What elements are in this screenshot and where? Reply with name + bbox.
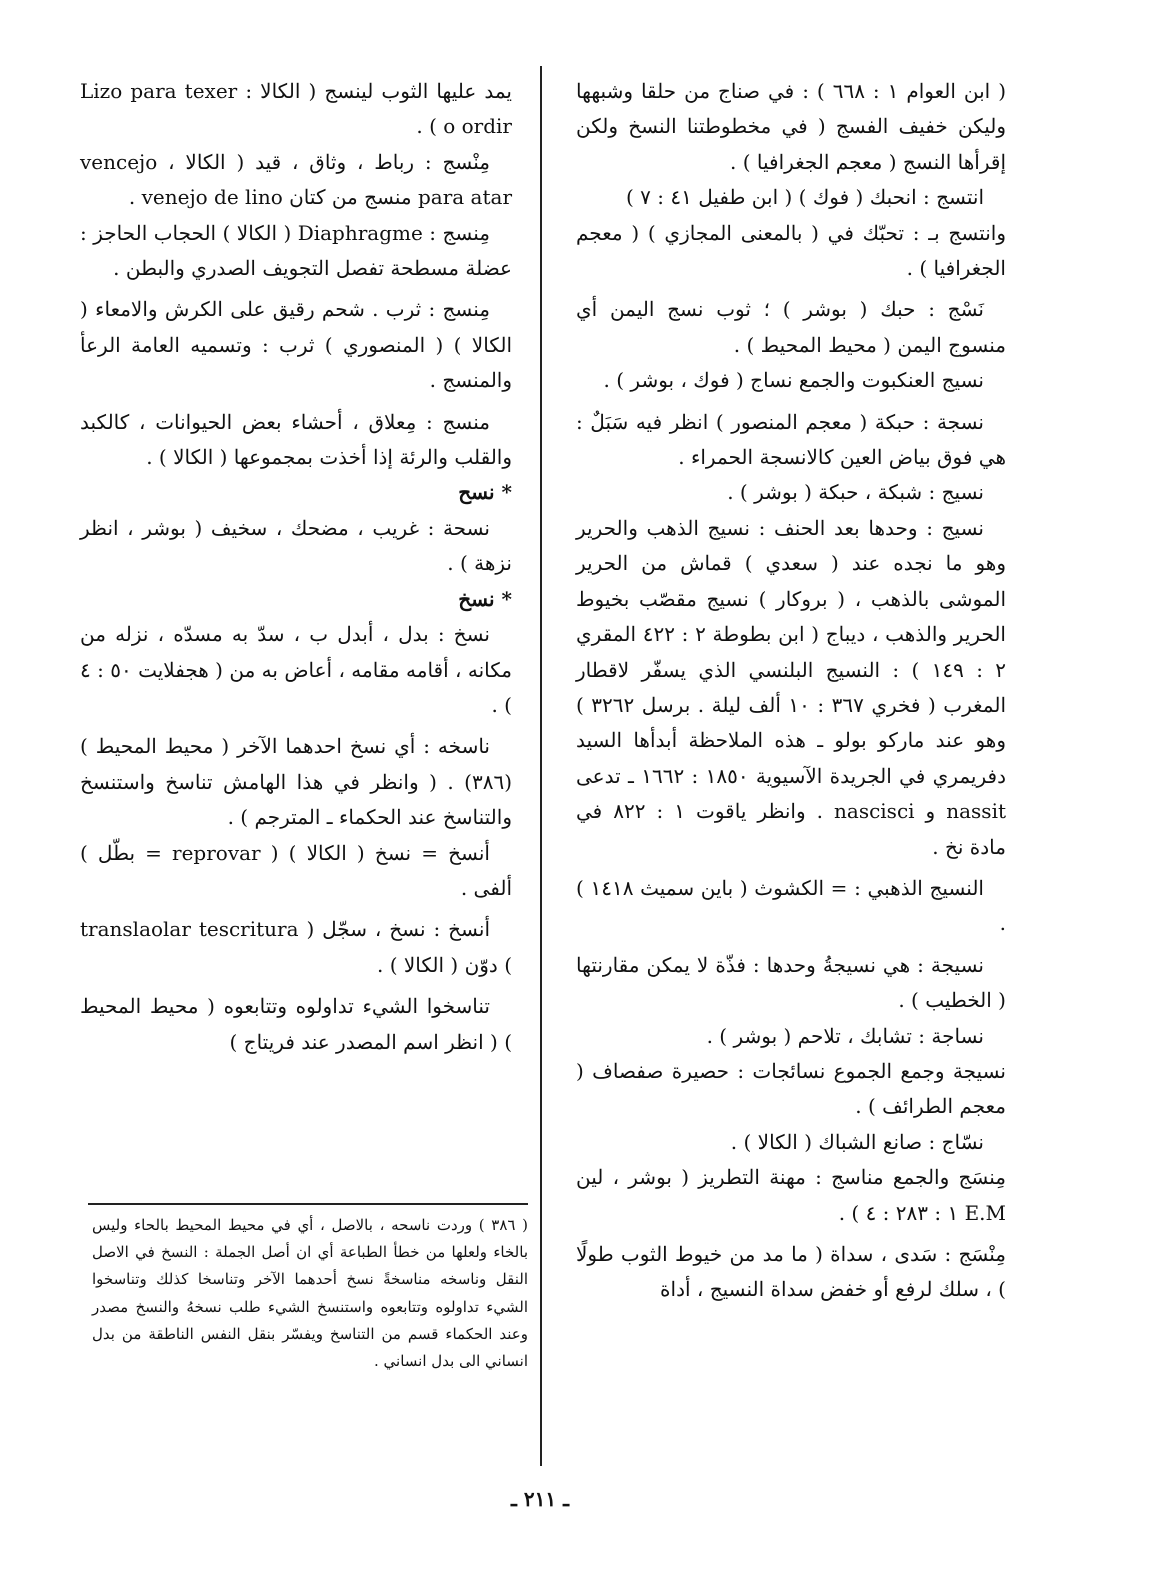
column-divider <box>540 66 542 1466</box>
entry-paragraph: وانتسج بـ : تحبّك في ( بالمعنى المجازي ) ( معجم الجغرافيا ) . <box>576 220 1006 281</box>
entry-paragraph: مِنسج : ثرب . شحم رقيق على الكرش والامعاء ( الكالا ) ( المنصوري ) ثرب : وتسميه العامة الرعأ والمنسج . <box>80 297 512 393</box>
entry-paragraph: انتسج : انحبك ( فوك ) ( ابن طفيل ٤١ : ٧ ) <box>626 185 984 210</box>
entry-paragraph: نسخ : بدل ، أبدل ب ، سدّ به مسدّه ، نزله من مكانه ، أقامه مقامه ، أعاض به من ( هجفلايت ٥٠ : ٤ ) . <box>80 622 512 717</box>
entry-paragraph: أنسخ = نسخ ( الكالا ) ( reprovar = بطّل ) ألفى . <box>80 840 512 900</box>
entry-paragraph: النسيج الذهبي : = الكشوث ( باين سميث ١٤١٨ ) . <box>576 875 1006 936</box>
entry-paragraph: مِنْسج : رباط ، وثاق ، قيد ( الكالا ، vencejo para atar منسج من كتان venejo de lino . <box>80 149 512 210</box>
entry-paragraph: نسيج العنكبوت والجمع نساج ( فوك ، بوشر ) . <box>603 368 984 393</box>
entry-paragraph: أنسخ : نسخ ، سجّل ( translaolar tescritura ) دوّن ( الكالا ) . <box>80 917 512 977</box>
footnote-text: ( ٣٨٦ ) وردت ناسحه ، بالاصل ، أي في محيط المحيط بالحاء وليس بالخاء ولعلها من خطأ الطباعة أي ان أصل الجملة : النسخ في الاصل النقل وناسخه مناسخةً نسخ أحدهما الآخر وتناسخا كذلك وتناسخوا الشيء تداولوه وتتابعوه واستنسخ الشيء طلب نسخهُ والنسخ مصدر وعند الحكماء قسم من التناسخ ويفسّر بنقل النفس الناطقة من بدل انساني الى بدل انساني . <box>92 1216 528 1371</box>
entry-paragraph: نسيج : شبكة ، حبكة ( بوشر ) . <box>727 480 984 505</box>
entry-paragraph: مِنسَج والجمع مناسج : مهنة التطريز ( بوشر ، لين E.M ١ : ٢٨٣ : ٤ ) . <box>576 1165 1006 1225</box>
entry-paragraph: مِنْسَج : سَدى ، سداة ( ما مد من خيوط الثوب طولًا ) ، سلك لرفع أو خفض سداة النسيج ، أداة <box>576 1242 1006 1302</box>
footnote <box>92 1212 528 1375</box>
entry-paragraph: نسيجة وجمع الجموع نسائجات : حصيرة صفصاف ( معجم الطرائف ) . <box>576 1058 1006 1119</box>
entry-paragraph: ( ابن العوام ١ : ٦٦٨ ) : في صناج من حلقا وشبهها وليكن خفيف الفسج ( في مخطوطتنا النسخ ولكن إقرأها النسج ( معجم الجغرافيا ) . <box>576 79 1007 174</box>
entry-paragraph: نَسْج : حبك ( بوشر ) ؛ ثوب نسج اليمن أي منسوج اليمن ( محيط المحيط ) . <box>576 297 1006 357</box>
footnote-separator <box>88 1203 528 1205</box>
page-number: ـ ٢١١ ـ <box>511 1487 569 1511</box>
entry-paragraph: يمد عليها الثوب لينسج ( الكالا : Lizo para texer o ordir ) . <box>80 79 513 139</box>
entry-paragraph: نسجة : حبكة ( معجم المنصور ) انظر فيه سَبَلٌ : هي فوق بياض العين كالانسجة الحمراء . <box>576 409 1006 470</box>
right-text-column <box>576 74 1006 1308</box>
entry-paragraph: نساجة : تشابك ، تلاحم ( بوشر ) . <box>706 1023 984 1048</box>
entry-paragraph: نسحة : غريب ، مضحك ، سخيف ( بوشر ، انظر نزهة ) . <box>80 515 512 576</box>
entry-paragraph: مِنسج : Diaphragme ( الكالا ) الحجاب الحاجز : عضلة مسطحة تفصل التجويف الصدري والبطن . <box>80 220 512 281</box>
entry-paragraph: * نسح <box>458 480 512 505</box>
entry-paragraph: منسج : مِعلاق ، أحشاء بعض الحيوانات ، كالكبد والقلب والرئة إذا أخذت بمجموعها ( الكالا ) . <box>80 409 512 470</box>
entry-paragraph: * نسخ <box>458 586 512 611</box>
entry-paragraph: ناسخه : أي نسخ احدهما الآخر ( محيط المحيط )(٣٨٦) . ( وانظر في هذا الهامش تناسخ واستنسخ والتناسخ عند الحكماء ـ المترجم ) . <box>80 734 512 830</box>
entry-paragraph: تناسخوا الشيء تداولوه وتتابعوه ( محيط المحيط ) ( انظر اسم المصدر عند فريتاج ) <box>80 994 512 1054</box>
left-text-column <box>80 74 512 1060</box>
entry-paragraph: نسيجة : هي نسيجةُ وحدها : فذّة لا يمكن مقارنتها ( الخطيب ) . <box>576 952 1006 1013</box>
entry-paragraph: نسيج : وحدها بعد الحنف : نسيج الذهب والحرير وهو ما نجده عند ( سعدي ) قماش من الحرير الموشى بالذهب ، ( بروكار ) نسيج مقصّب بخيوط الحرير والذهب ، ديباج ( ابن بطوطة ٢ : ٤٢٢ المقري ٢ : ١٤٩ ) : النسيج البلنسي الذي يسفّر لاقطار المغرب ( فخري ٣٦٧ : ١٠ ألف ليلة . برسل ٣٢٦٢ ) وهو عند ماركو بولو ـ هذه الملاحظة أبدأها السيد دفريمري في الجريدة الآسيوية ١٨٥٠ : ١٦٦٢ ـ تدعى nassit و nascisci . وانظر ياقوت ١ : ٨٢٢ في مادة نخ . <box>576 515 1007 859</box>
entry-paragraph: نسّاج : صانع الشباك ( الكالا ) . <box>730 1129 984 1154</box>
